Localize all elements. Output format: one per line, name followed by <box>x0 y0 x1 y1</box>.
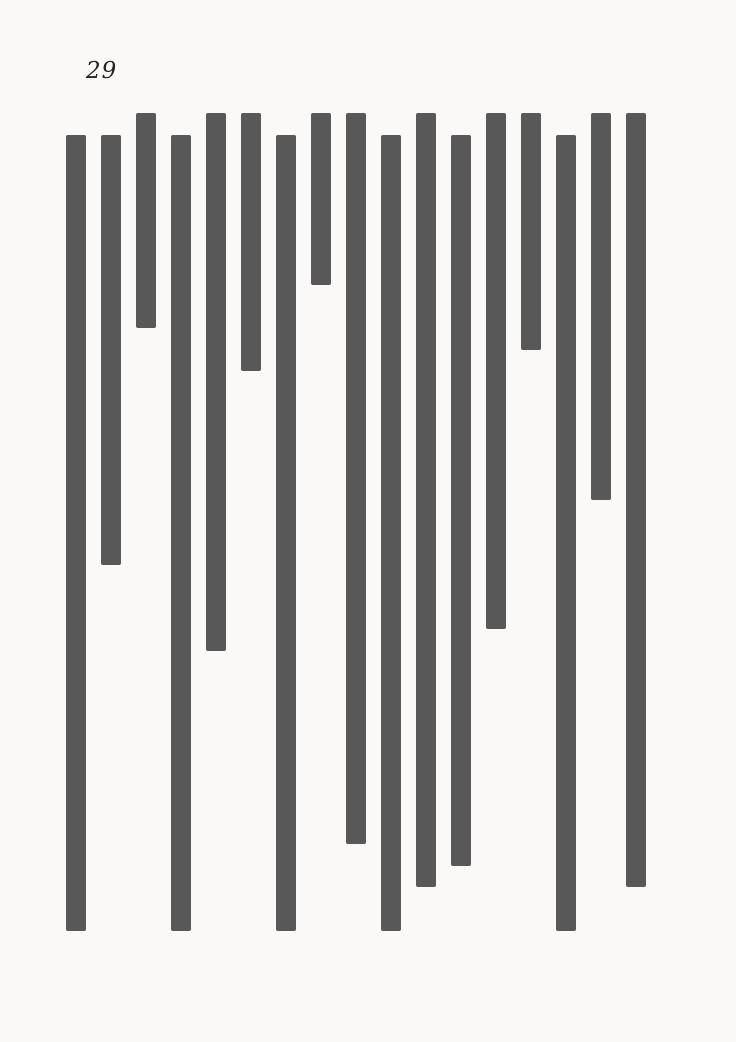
page-number: 29 <box>86 58 118 84</box>
redaction-bar <box>381 135 401 931</box>
redaction-bar <box>241 113 261 371</box>
redaction-bar <box>416 113 436 887</box>
text-line <box>548 113 583 935</box>
text-line <box>163 113 198 935</box>
redaction-bar <box>521 113 541 350</box>
redaction-bar <box>626 113 646 887</box>
redaction-bar <box>136 113 156 328</box>
redaction-bar <box>311 113 331 285</box>
text-area <box>57 113 653 935</box>
text-line <box>618 113 653 935</box>
text-line <box>583 113 618 935</box>
redaction-bar <box>451 135 471 866</box>
text-line <box>338 113 373 935</box>
redaction-bar <box>206 113 226 651</box>
text-line <box>268 113 303 935</box>
text-line <box>233 113 268 935</box>
text-line <box>58 113 93 935</box>
text-line <box>93 113 128 935</box>
redaction-bar <box>346 113 366 844</box>
text-line <box>408 113 443 935</box>
text-line <box>478 113 513 935</box>
text-line <box>373 113 408 935</box>
redaction-bar <box>101 135 121 565</box>
redaction-bar <box>171 135 191 931</box>
text-line <box>513 113 548 935</box>
redaction-bar <box>486 113 506 629</box>
text-line <box>443 113 478 935</box>
redaction-bar <box>556 135 576 931</box>
redaction-bar <box>276 135 296 931</box>
text-line <box>198 113 233 935</box>
redaction-bar <box>591 113 611 500</box>
redaction-bar <box>66 135 86 931</box>
text-line <box>303 113 338 935</box>
text-line <box>128 113 163 935</box>
